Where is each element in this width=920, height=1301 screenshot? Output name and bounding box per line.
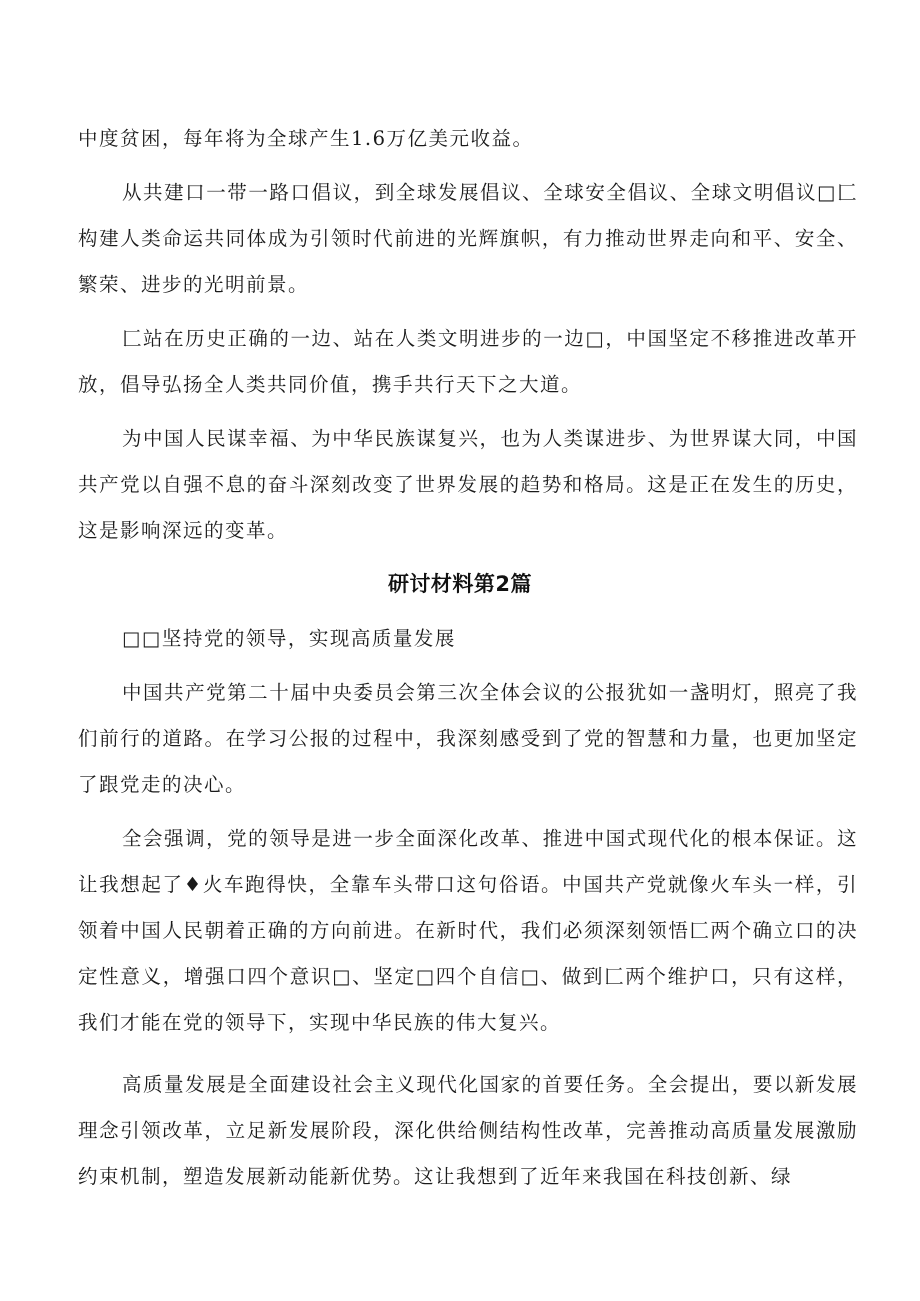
paragraph-2: 从共建口一带一路口倡议，到全球发展倡议、全球安全倡议、全球文明倡议□匚构建人类命运共同体成为引领时代前进的光辉旗帜，有力推动世界走向和平、安全、繁荣、进步的光明前景。 [78, 181, 858, 296]
section-subtitle: □□坚持党的领导，实现高质量发展 [122, 627, 456, 650]
paragraph-7: 高质量发展是全面建设社会主义现代化国家的首要任务。全会提出，要以新发展理念引领改革，立足新发展阶段，深化供给侧结构性改革，完善推动高质量发展激励约束机制，塑造发展新动能新优势。这让我想到了近年来我国在科技创新、绿 [78, 1073, 858, 1188]
paragraph-6: 全会强调，党的领导是进一步全面深化改革、推进中国式现代化的根本保证。这让我想起了♦火车跑得快，全靠车头带口这句俗语。中国共产党就像火车头一样，引领着中国人民朝着正确的方向前进。在新时代，我们必须深刻领悟匚两个确立口的决定性意义，增强口四个意识□、坚定□四个自信□、做到匚两个维护口，只有这样，我们才能在党的领导下，实现中华民族的伟大复兴。 [78, 827, 858, 1034]
paragraph-3: 匚站在历史正确的一边、站在人类文明进步的一边□，中国坚定不移推进改革开放，倡导弘扬全人类共同价值，携手共行天下之大道。 [78, 327, 858, 396]
paragraph-1: 中度贫困，每年将为全球产生1.6万亿美元收益。 [78, 127, 534, 150]
paragraph-5: 中国共产党第二十届中央委员会第三次全体会议的公报犹如一盏明灯，照亮了我们前行的道路。在学习公报的过程中，我深刻感受到了党的智慧和力量，也更加坚定了跟党走的决心。 [78, 681, 858, 796]
section-heading: 研讨材料第2篇 [387, 572, 533, 596]
paragraph-4: 为中国人民谋幸福、为中华民族谋复兴，也为人类谋进步、为世界谋大同，中国共产党以自强不息的奋斗深刻改变了世界发展的趋势和格局。这是正在发生的历史，这是影响深远的变革。 [78, 427, 858, 542]
